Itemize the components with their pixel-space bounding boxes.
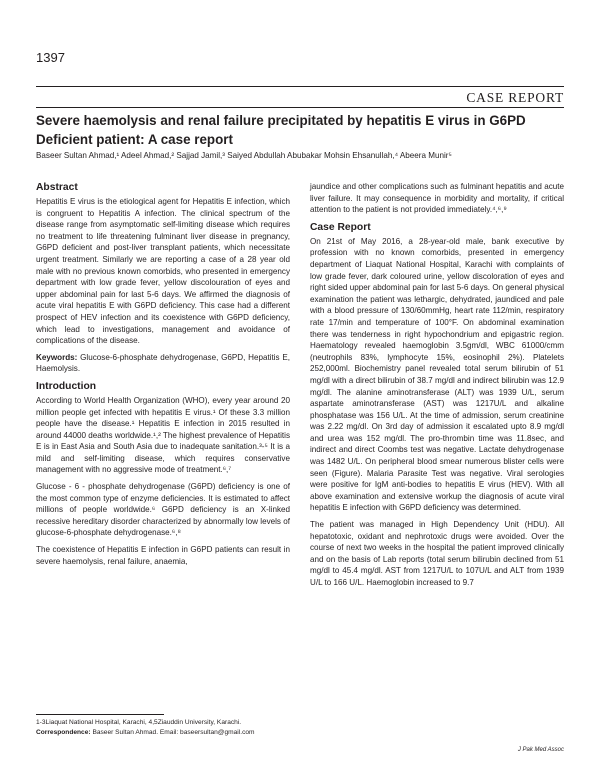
header-rule-bottom — [36, 107, 564, 108]
correspondence-label: Correspondence: — [36, 729, 91, 736]
right-column — [310, 181, 564, 594]
left-column — [36, 181, 290, 572]
abstract-text: Hepatitis E virus is the etiological agent for Hepatitis E infection, which is congruent to Hepatitis A infection. The clinical spectrum of the disease range from asymptomatic self-limiting disease which requires no treatment to life threatening fulminant liver disease in pregnancy, G6PD deficient and post-liver transplant patients, which necessitate urgent treatment. Similarly we are reporting a case of a 28 year old male with no previous known comorbids, who presented in emergency department with low grade fever, yellow discolouration of eyes and upper abdominal pain for last 5-6 days. We affirmed the diagnosis of acute viral hepatitis E with G6PD deficiency. This case had a different prospect of HEV infection and its coexistence with G6PD deficiency, which lead to investigations, management and avoidance of complications of the disease. — [36, 197, 290, 346]
correspondence — [36, 728, 296, 738]
intro-paragraph: The coexistence of Hepatitis E infection in G6PD patients can result in severe haemolysis, renal failure, anaemia, — [36, 545, 290, 566]
page-number: 1397 — [36, 50, 65, 65]
keywords-label: Keywords: — [36, 352, 78, 362]
case-paragraph: The patient was managed in High Dependency Unit (HDU). All hepatotoxic, oxidant and nephrotoxic drugs were avoided. Over the course of next two weeks in the hospital the patient improved clinically and on the basis of Lab reports (total serum bilirubin declined from 51 mg/dl to 45.4 mg/dl. AST from 1217U/L to 107U/L and ALT from 1939 U/L to 166 U/L. Haemoglobin increased to 9.7 — [310, 520, 564, 587]
intro-paragraph: Glucose - 6 - phosphate dehydrogenase (G6PD) deficiency is one of the most common type of enzyme deficiencies. It is estimated to affect millions of people worldwide.⁶ G6PD deficiency is an X-linked recessive hereditary disorder characterized by abnormally low levels of glucose-6-phosphate dehydrogenase.⁶,⁸ — [36, 482, 290, 538]
author-list: Baseer Sultan Ahmad,¹ Adeel Ahmad,² Sajjad Jamil,³ Saiyed Abdullah Abubakar Mohsin Ehsanullah,⁴ Abeera Munir⁵ — [36, 151, 452, 160]
abstract-heading: Abstract — [36, 182, 78, 193]
article-title: Severe haemolysis and renal failure precipitated by hepatitis E virus in G6PD Deficient patient: A case report — [36, 113, 526, 147]
intro-paragraph: According to World Health Organization (WHO), every year around 20 million people get infected with hepatitis E virus.¹ Of these 3.3 million people have the disease.¹ Hepatitis E infection in 2015 resulted in around 44000 deaths worldwide.¹,² The highest prevalence of Hepatitis E is in East Asia and South Asia due to inadequate sanitation.³-⁵ It is a mild and self-limiting disease, which requires conservative management with no aggressive mode of treatment.⁶,⁷ — [36, 395, 290, 475]
keywords — [36, 352, 290, 375]
correspondence-text: Baseer Sultan Ahmad. Email: baseersultan@gmail.com — [92, 729, 255, 736]
header-rule — [36, 86, 564, 87]
case-report-label: CASE REPORT — [466, 90, 564, 105]
case-paragraph: On 21st of May 2016, a 28-year-old male, bank executive by profession with no known comorbids, presented in emergency department of Liaquat National Hospital, Karachi with complaints of low grade fever, dark coloured urine, yellow discoloration of eyes and right sided upper abdominal pain for last 5-6 days. On general physical examination the patient was lethargic, dehydrated, jaundiced and pale with a blood pressure of 130/60mmHg, heart rate 112/min, respiratory rate 17/min and temperature of 100°F. On abdominal examination there was tenderness in right hypochondrium and epigastric region. Haematology revealed haemoglobin 3.5gm/dl, WBC 61000/cmm (neutrophils 83%, lymphocyte 15%, eosinophil 2%). Platelets 252,000ml. Biochemistry panel revealed total serum bilirubin of 51 mg/dl with a direct bilirubin of 38.7 mg/dl and indirect bilirubin was 12.9 mg/dl. The alanine aminotransferase (ALT) was 1939 U/L, serum aspartate aminotransferase (AST) was 1217U/L and alkaline phosphatase was 156 U/L. At the time of admission, serum creatinine was 2.22 mg/dl. On 3rd day of admission it escalated upto 8.9 mg/dl and urea was 152 mg/dl. The pro-thrombin time was 11.8sec, and indirect and direct Coombs test was negative. Lactate dehydrogenase was 1482 U/L. On peripheral blood smear numerous blister cells were seen (Figure). Malaria Parasite Test was negative. Viral serologies were positive for IgM anti-bodies to hepatitis E virus (HEV). With all above examination and extensive workup the diagnosis of acute viral hepatitis E infection with G6PD deficiency was determined. — [310, 236, 564, 513]
introduction-heading: Introduction — [36, 380, 97, 392]
continuation-paragraph: jaundice and other complications such as fulminant hepatitis and acute liver failure. It may consequence in morbidity and mortality, if critical attention to the patient is not provided immediately.⁴,⁶,⁹ — [310, 182, 564, 215]
case-report-heading: Case Report — [310, 221, 371, 233]
footnote-rule — [36, 714, 164, 715]
affiliation: 1-3Liaquat National Hospital, Karachi, 4,5Ziauddin University, Karachi. — [36, 719, 242, 726]
journal-name: J Pak Med Assoc — [517, 747, 564, 753]
footnote — [36, 718, 296, 738]
keywords-text: Glucose-6-phosphate dehydrogenase, G6PD, Hepatitis E, Haemolysis. — [36, 352, 290, 374]
